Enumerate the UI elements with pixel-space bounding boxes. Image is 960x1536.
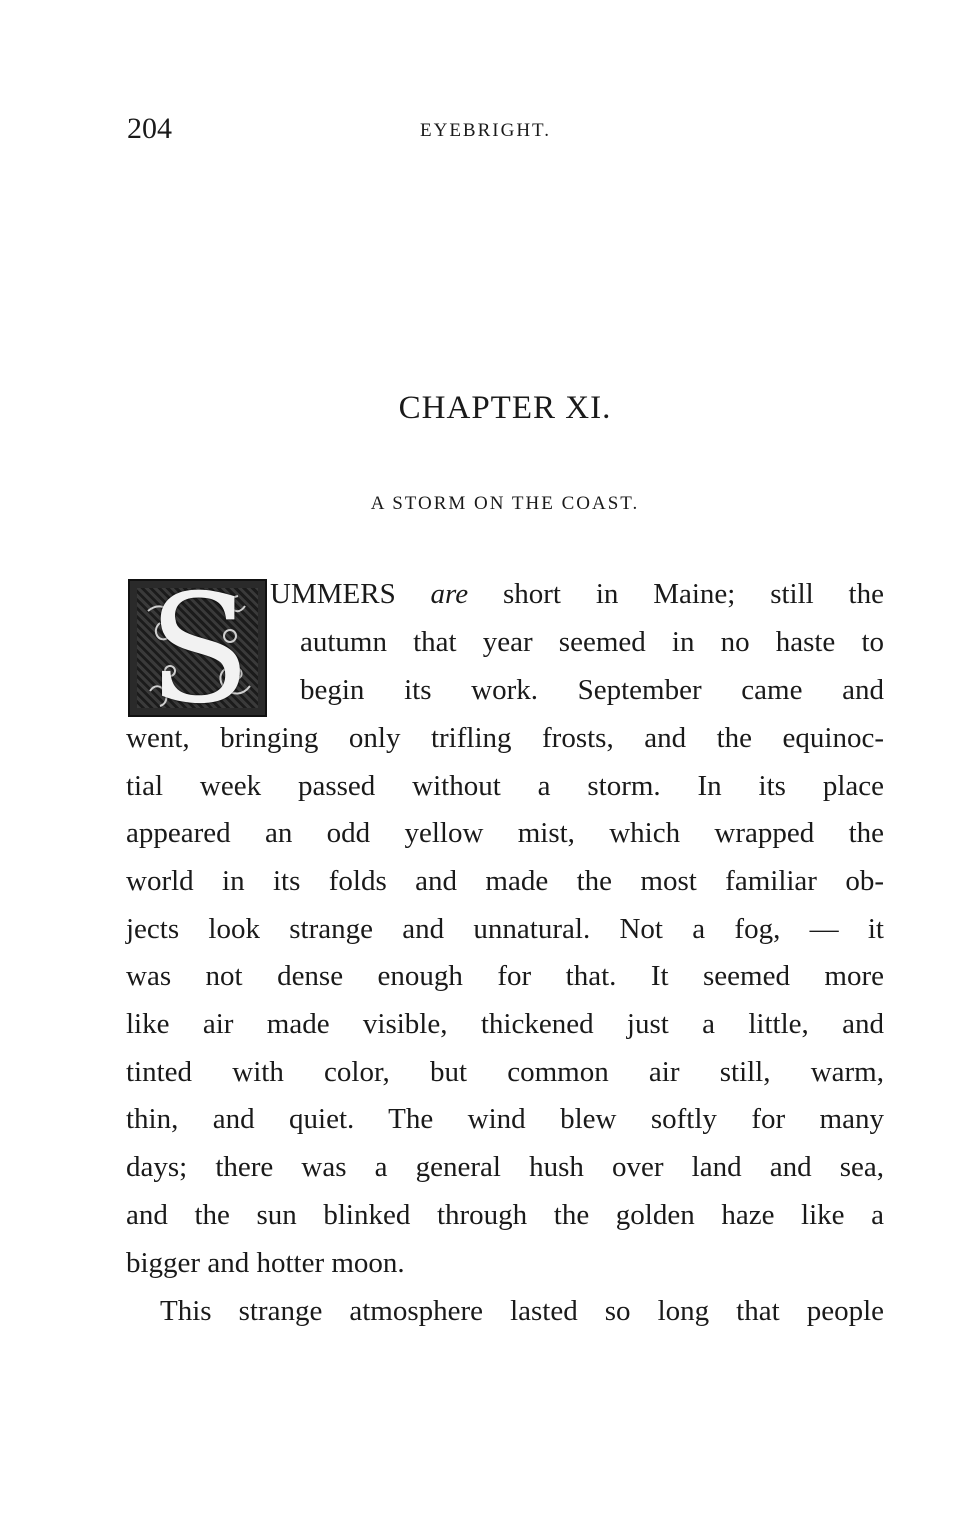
page-number: 204 bbox=[127, 112, 172, 145]
text-line: appeared an odd yellow mist, which wrapped the bbox=[126, 817, 884, 849]
text-line: like air made visible, thickened just a little, and bbox=[126, 1008, 884, 1040]
text-line: world in its folds and made the most familiar ob- bbox=[126, 865, 884, 897]
text-line: jects look strange and unnatural. Not a fog, — it bbox=[126, 913, 884, 945]
text-line: begin its work. September came and bbox=[300, 674, 884, 706]
paragraph-first-line: This strange atmosphere lasted so long that people bbox=[160, 1295, 884, 1327]
text-run: UMMERS bbox=[270, 578, 431, 610]
text-line: bigger and hotter moon. bbox=[126, 1247, 405, 1279]
text-line: autumn that year seemed in no haste to bbox=[300, 626, 884, 658]
text-line: was not dense enough for that. It seemed more bbox=[126, 960, 884, 992]
chapter-title: CHAPTER XI. bbox=[398, 390, 612, 426]
italic-word: are bbox=[430, 578, 469, 610]
text-line bbox=[270, 574, 884, 614]
text-line: went, bringing only trifling frosts, and the equinoc- bbox=[126, 722, 884, 754]
text-line: days; there was a general hush over land and sea, bbox=[126, 1151, 884, 1183]
text-line: and the sun blinked through the golden haze like a bbox=[126, 1199, 884, 1231]
drop-cap-letter: S bbox=[148, 563, 251, 737]
running-title: EYEBRIGHT. bbox=[420, 120, 551, 141]
text-line: tinted with color, but common air still, warm, bbox=[126, 1056, 884, 1088]
decorated-drop-cap bbox=[128, 563, 267, 737]
text-line: tial week passed without a storm. In its place bbox=[126, 770, 884, 802]
text-run: short in Maine; still the bbox=[468, 578, 884, 610]
text-line: thin, and quiet. The wind blew softly for many bbox=[126, 1103, 884, 1135]
chapter-subtitle: A STORM ON THE COAST. bbox=[370, 493, 640, 514]
running-head bbox=[0, 112, 960, 152]
